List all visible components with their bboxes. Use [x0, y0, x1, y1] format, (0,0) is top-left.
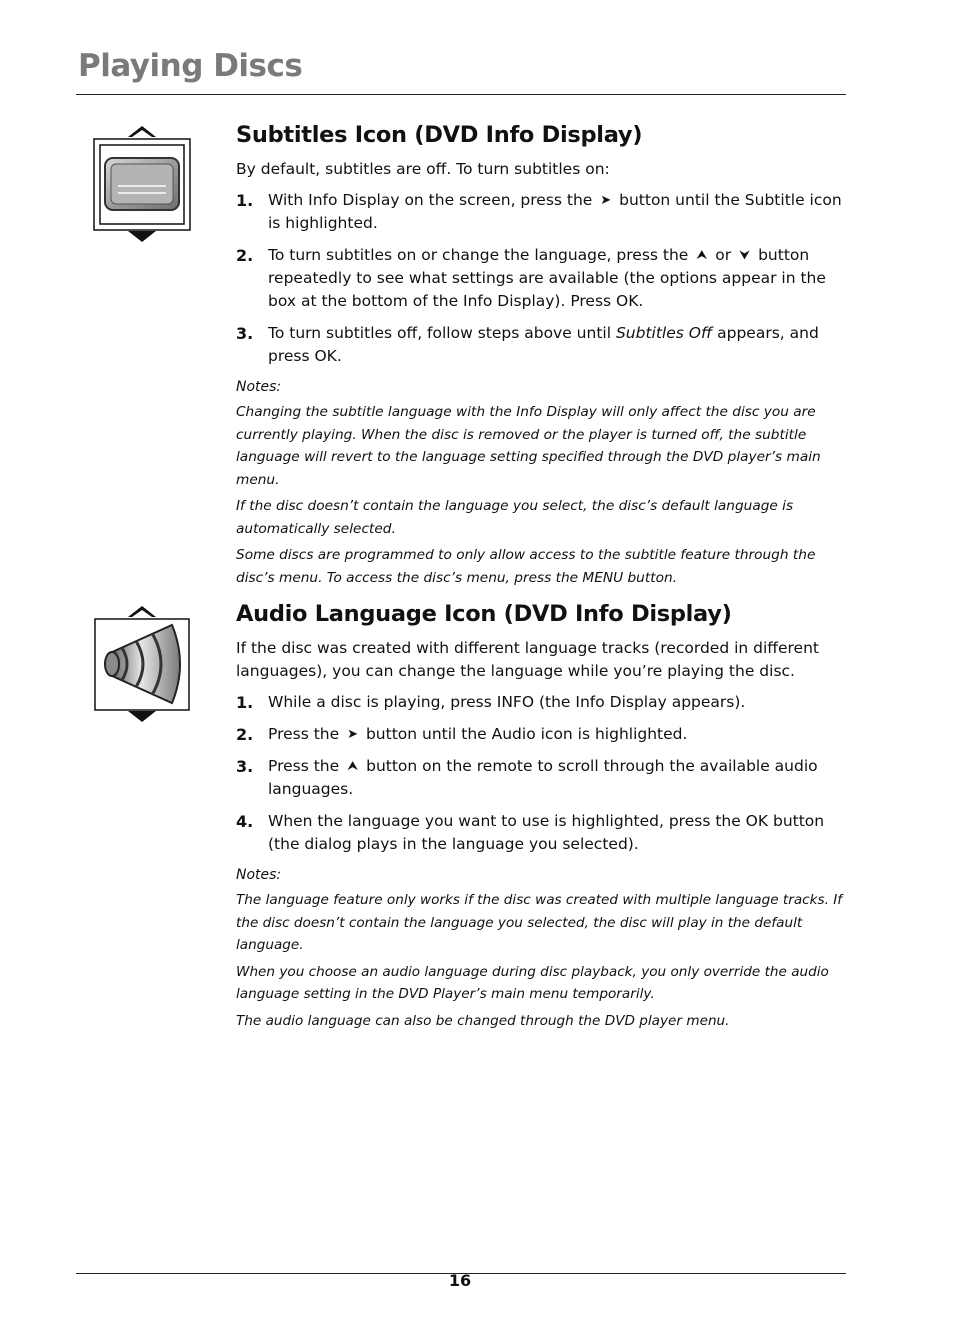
- note: When you choose an audio language during disc playback, you only override the audio language setting in the DVD Player’s main menu temporarily.: [236, 963, 829, 1002]
- audio-intro: If the disc was created with different language tracks (recorded in different languages), you can change the language while you’re playing the disc.: [236, 639, 819, 680]
- step-number: 2.: [236, 725, 254, 744]
- list-item: 2. To turn subtitles on or change the language, press the ⮝ or ⮟ button repeatedly to see what settings are available (the options appear in the box at the bottom of the Info Display). Press OK.: [236, 246, 826, 310]
- note: Some discs are programmed to only allow access to the subtitle feature through the disc’s menu. To access the disc’s menu, press the MENU button.: [236, 547, 816, 586]
- page-title: Playing Discs: [78, 48, 303, 84]
- list-item: 2. Press the ➤ button until the Audio icon is highlighted.: [236, 725, 688, 744]
- step-number: 1.: [236, 191, 254, 210]
- note: The audio language can also be changed through the DVD player menu.: [236, 1012, 730, 1029]
- subtitle-icon: [92, 123, 192, 245]
- subtitles-steps: [236, 189, 846, 368]
- page-number: 16: [448, 1271, 472, 1290]
- step-number: 2.: [236, 246, 254, 265]
- right-arrow-icon: ➤: [347, 727, 359, 742]
- down-arrow-icon: ⮟: [739, 248, 751, 263]
- audio-language-icon: [92, 603, 192, 725]
- list-item: 1. While a disc is playing, press INFO (the Info Display appears).: [236, 693, 746, 712]
- step-number: 4.: [236, 812, 254, 831]
- up-arrow-icon: ⮝: [696, 248, 708, 263]
- up-arrow-icon: ⮝: [347, 759, 359, 774]
- audio-language-heading: Audio Language Icon (DVD Info Display): [236, 601, 732, 627]
- list-item: 4. When the language you want to use is highlighted, press the OK button (the dialog plays in the language you selected).: [236, 812, 825, 853]
- subtitles-section: [236, 122, 846, 593]
- audio-language-section: [236, 601, 846, 1036]
- step-number: 3.: [236, 324, 254, 343]
- step-number: 3.: [236, 757, 254, 776]
- subtitles-heading: Subtitles Icon (DVD Info Display): [236, 122, 643, 148]
- list-item: 1. With Info Display on the screen, press the ➤ button until the Subtitle icon is highlighted.: [236, 191, 842, 232]
- right-arrow-icon: ➤: [600, 193, 612, 208]
- note: Changing the subtitle language with the Info Display will only affect the disc you are currently playing. When the disc is removed or the player is turned off, the subtitle language will revert to the language setting specified through the DVD player’s main menu.: [236, 404, 821, 488]
- notes-label: Notes:: [236, 379, 282, 395]
- subtitles-intro: By default, subtitles are off. To turn subtitles on:: [236, 160, 610, 178]
- header-rule: [76, 94, 846, 95]
- step-number: 1.: [236, 693, 254, 712]
- notes-label: Notes:: [236, 867, 282, 883]
- audio-steps: [236, 691, 846, 856]
- list-item: 3. Press the ⮝ button on the remote to scroll through the available audio languages.: [236, 757, 818, 798]
- note: The language feature only works if the disc was created with multiple language tracks. If the disc doesn’t contain the language you selected, the disc will play in the default language.: [236, 892, 843, 953]
- list-item: 3. To turn subtitles off, follow steps above until Subtitles Off appears, and press OK.: [236, 324, 819, 365]
- note: If the disc doesn’t contain the language you select, the disc’s default language is automatically selected.: [236, 498, 794, 537]
